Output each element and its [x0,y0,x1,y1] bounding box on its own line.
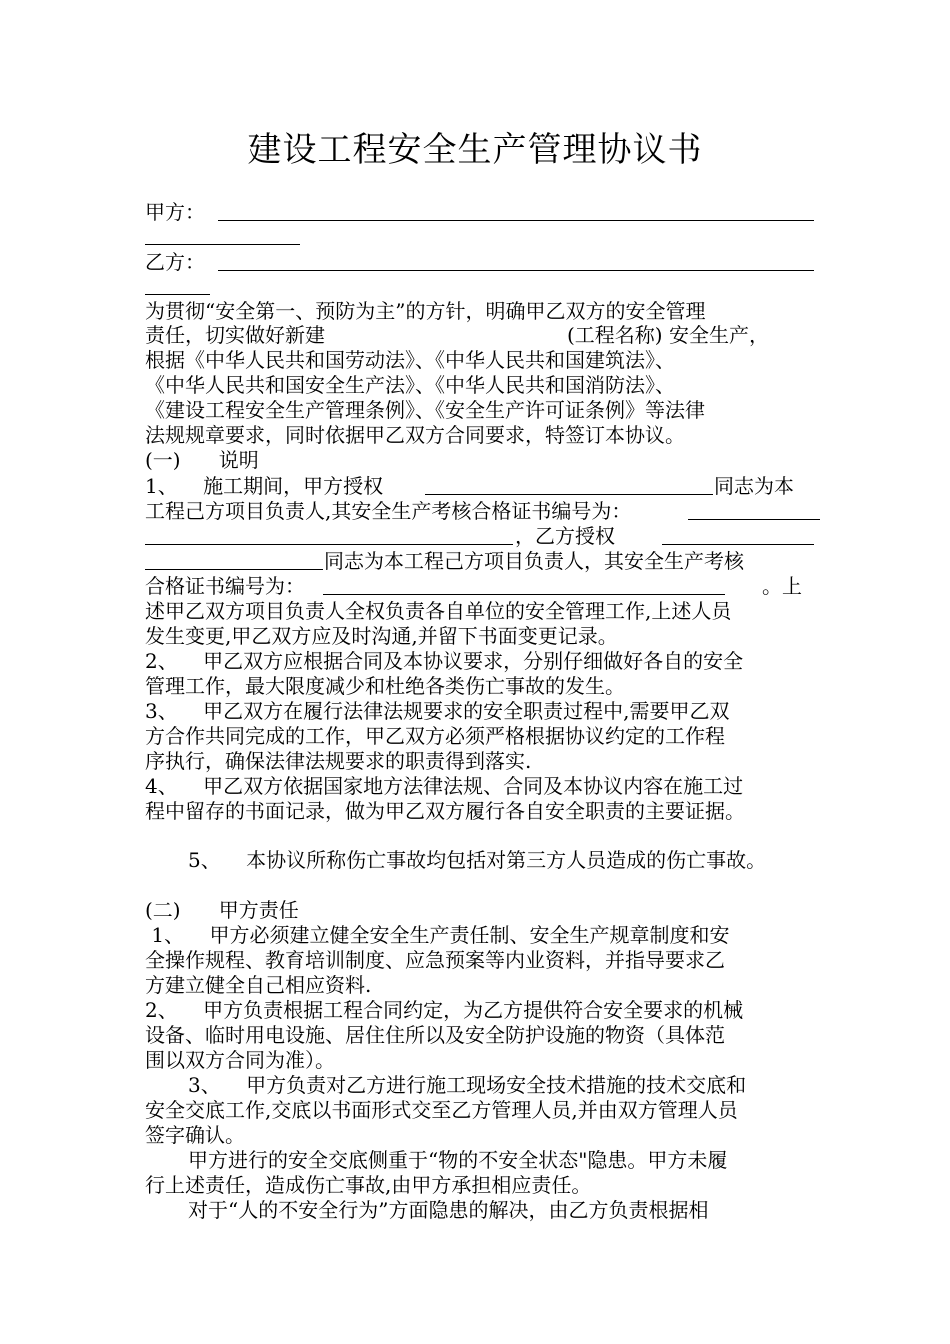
party-b-blank-cont [145,294,210,295]
document-title: 建设工程安全生产管理协议书 [247,130,703,170]
s1-item1-line5a: 合格证书编号为： [145,574,305,598]
party-b-label: 乙方： [145,250,205,274]
s1-item3-line3: 序执行，确保法律法规要求的职责得到落实. [145,749,532,773]
s2-item3-line2: 安全交底工作,交底以书面形式交至乙方管理人员,并由双方管理人员 [145,1098,738,1122]
s1-item4-line2: 程中留存的书面记录，做为甲乙双方履行各自安全职责的主要证据。 [145,799,745,823]
party-b-cert-blank [323,594,725,595]
party-a-cert-blank [688,519,820,520]
s2-item2-line1: 2、 甲方负责根据工程合同约定，为乙方提供符合安全要求的机械 [145,998,744,1022]
s1-item4-line1: 4、 甲乙双方依据国家地方法律法规、合同及本协议内容在施工过 [145,774,744,798]
party-a-cert-blank-cont [145,544,513,545]
s2-item3-line3: 签字确认。 [145,1123,245,1147]
s2-item3-line1: 3、 甲方负责对乙方进行施工现场安全技术措施的技术交底和 [188,1073,747,1097]
s1-item1-line4: 同志为本工程己方项目负责人，其安全生产考核 [324,549,744,573]
intro-line-1: 为贯彻“安全第一、预防为主”的方针，明确甲乙双方的安全管理 [145,299,706,323]
s1-item5: 5、 本协议所称伤亡事故均包括对第三方人员造成的伤亡事故。 [188,848,767,872]
s2-item1-line3: 方建立健全自己相应资料. [145,973,372,997]
s1-item1-line6: 述甲乙双方项目负责人全权负责各自单位的安全管理工作,上述人员 [145,599,732,623]
s1-item1-line2: 工程己方项目负责人,其安全生产考核合格证书编号为： [145,499,632,523]
s2-item1-line2: 全操作规程、教育培训制度、应急预案等内业资料，并指导要求乙 [145,948,725,972]
s2-para2-line1: 对于“人的不安全行为”方面隐患的解决，由乙方负责根据相 [188,1198,709,1222]
intro-line-2a: 责任，切实做好新建 [145,323,325,347]
s1-item1-line1b: 同志为本 [714,474,794,498]
party-a-blank [218,220,814,221]
s1-item1-line3: ，乙方授权 [515,524,615,548]
s1-item1-line5b: 。上 [762,574,802,598]
s1-item3-line2: 方合作共同完成的工作，甲乙双方必须严格根据协议约定的工作程 [145,724,725,748]
s1-item2-line1: 2、 甲乙双方应根据合同及本协议要求，分别仔细做好各自的安全 [145,649,744,673]
party-b-rep-blank-cont [145,569,323,570]
s2-item1-line1: 1、 甲方必须建立健全安全生产责任制、安全生产规章制度和安 [145,923,730,947]
intro-line-4: 《中华人民共和国安全生产法》、《中华人民共和国消防法》、 [145,373,675,397]
party-a-label: 甲方： [145,200,205,224]
intro-line-5: 《建设工程安全生产管理条例》、《安全生产许可证条例》等法律 [145,398,705,422]
section-1-heading: (一) 说明 [145,448,259,472]
s2-item2-line3: 围以双方合同为准）。 [145,1048,335,1072]
s1-item3-line1: 3、 甲乙双方在履行法律法规要求的安全职责过程中,需要甲乙双 [145,699,730,723]
s1-item1-line7: 发生变更,甲乙双方应及时沟通,并留下书面变更记录。 [145,624,618,648]
party-a-blank-cont [145,244,300,245]
party-b-blank [218,270,814,271]
party-a-rep-blank [425,494,713,495]
s1-item1-line1a: 1、 施工期间，甲方授权 [145,474,384,498]
intro-line-3: 根据《中华人民共和国劳动法》、《中华人民共和国建筑法》、 [145,348,675,372]
party-b-rep-blank [662,544,814,545]
intro-line-6: 法规规章要求，同时依据甲乙双方合同要求，特签订本协议。 [145,423,685,447]
s2-item2-line2: 设备、临时用电设施、居住住所以及安全防护设施的物资（具体范 [145,1023,725,1047]
s2-para1-line1: 甲方进行的安全交底侧重于“物的不安全状态"隐患。甲方未履 [188,1148,728,1172]
s1-item2-line2: 管理工作，最大限度减少和杜绝各类伤亡事故的发生。 [145,674,625,698]
intro-line-2b: (工程名称) 安全生产， [567,323,769,347]
section-2-heading: (二) 甲方责任 [145,898,299,922]
s2-para1-line2: 行上述责任，造成伤亡事故,由甲方承担相应责任。 [145,1173,592,1197]
